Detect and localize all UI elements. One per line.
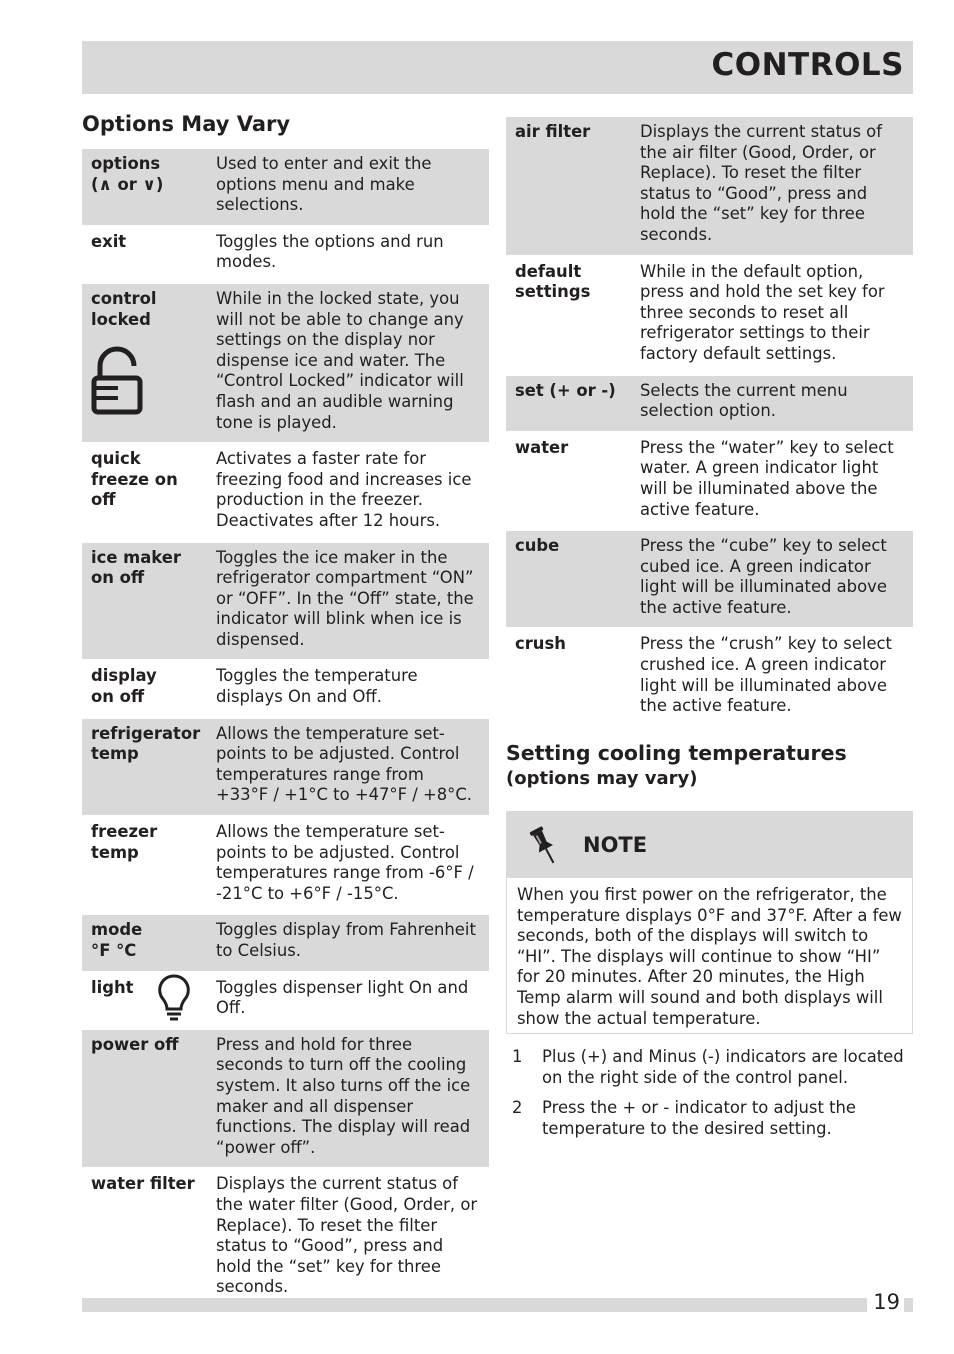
option-term: control locked — [91, 288, 157, 329]
option-description: While in the default option, press and hold the set key for three seconds to reset all refrigerator settings to their factory default settings. — [640, 261, 885, 363]
table-row — [506, 531, 913, 627]
note-label: NOTE — [583, 833, 648, 857]
option-term-cell — [82, 227, 216, 282]
page-title: CONTROLS — [711, 47, 904, 83]
table-row — [506, 117, 913, 255]
table-row — [82, 284, 489, 442]
option-description: Press the “cube” key to select cubed ice. A green indicator light will be illuminated above the active feature. — [640, 531, 913, 627]
option-term: freezer temp — [91, 822, 158, 862]
option-term-cell — [506, 531, 640, 627]
option-description: While in the locked state, you will not be able to change any settings on the display nor dispense ice and water. The “Control Locked” indicator will flash and an audible warning tone is played. — [216, 284, 489, 442]
section-title-cooling: Setting cooling temperatures — [506, 741, 847, 765]
option-description: Selects the current menu selection option. — [640, 376, 913, 431]
option-term: air filter — [515, 122, 591, 141]
option-term: ice maker on off — [91, 547, 181, 588]
option-description: Toggles the options and run modes. — [216, 231, 444, 272]
option-term-cell — [506, 257, 640, 374]
options-table-continued — [506, 117, 913, 726]
option-term-cell — [82, 817, 216, 913]
table-row — [82, 543, 489, 660]
table-row — [506, 376, 913, 431]
option-term: light — [91, 977, 134, 997]
options-table — [82, 149, 489, 1307]
option-term: power off — [91, 1034, 179, 1054]
option-term: options (∧ or ∨) — [91, 154, 164, 194]
table-row — [82, 661, 489, 716]
option-term: display on off — [91, 666, 157, 707]
option-description: Toggles the temperature displays On and Off. — [216, 666, 418, 707]
steps-list — [512, 1047, 912, 1149]
option-description: Toggles dispenser light On and Off. — [216, 977, 469, 1018]
option-term-cell — [82, 543, 216, 660]
header-bar — [82, 41, 913, 94]
option-description: Allows the temperature set-points to be adjusted. Control temperatures range from -6°F / -21°C to +6°F / -15°C. — [216, 822, 474, 903]
step-number: 1 — [512, 1047, 523, 1066]
option-description: Displays the current status of the air filter (Good, Order, or Replace). To reset the filter status to “Good”, press and hold the “set” key for three seconds. — [640, 117, 913, 255]
option-term: water — [515, 437, 569, 457]
option-term-cell — [82, 1169, 216, 1307]
option-term: crush — [515, 634, 566, 654]
option-term: default settings — [515, 261, 591, 302]
option-term: cube — [515, 536, 560, 556]
note-text: When you first power on the refrigerator, the temperature displays 0°F and 37°F. After a few seconds, both of the displays will switch to “HI”. The displays will continue to show “HI” for 20 minutes. After 20 minutes, the High Temp alarm will sound and both displays will show the actual temperature. — [517, 885, 902, 1028]
lock-icon — [91, 346, 143, 416]
option-term: set (+ or -) — [515, 380, 616, 400]
table-row — [82, 444, 489, 540]
option-term-cell — [82, 661, 216, 716]
option-term-cell — [506, 376, 640, 431]
option-description: Toggles the ice maker in the refrigerator compartment “ON” or “OFF”. In the “Off” state, the indicator will blink when ice is dispensed. — [216, 543, 489, 660]
option-term-cell — [506, 117, 640, 255]
table-row — [82, 149, 489, 225]
option-description: Press and hold for three seconds to turn off the cooling system. It also turns off the ice maker and all dispenser functions. The display will read “power off”. — [216, 1030, 489, 1168]
table-row — [506, 629, 913, 725]
option-term-cell — [506, 629, 640, 725]
option-description: Activates a faster rate for freezing food and increases ice production in the freezer. Deactivates after 12 hours. — [216, 449, 472, 530]
option-term: quick freeze on off — [91, 449, 178, 510]
option-term: exit — [91, 231, 127, 251]
table-row — [82, 1169, 489, 1307]
list-item — [512, 1047, 912, 1088]
table-row — [82, 1030, 489, 1168]
option-term: water filter — [91, 1174, 195, 1194]
footer-bar — [82, 1298, 913, 1312]
page-number: 19 — [867, 1290, 904, 1314]
section-subtitle-cooling: (options may vary) — [506, 768, 698, 789]
option-term-cell — [82, 973, 216, 1028]
option-term-cell — [82, 719, 216, 815]
option-description: Allows the temperature set-points to be adjusted. Control temperatures range from +33°F / +1°C to +47°F / +8°C. — [216, 719, 489, 815]
option-description: Press the “water” key to select water. A green indicator light will be illuminated above the active feature. — [640, 437, 894, 519]
table-row — [82, 817, 489, 913]
note-header — [507, 812, 912, 878]
table-row — [82, 227, 489, 282]
step-text: Press the + or - indicator to adjust the temperature to the desired setting. — [542, 1098, 856, 1138]
option-description: Toggles display from Fahrenheit to Celsius. — [216, 915, 489, 970]
light-bulb-icon — [156, 973, 192, 1021]
table-row — [506, 433, 913, 529]
option-term-cell — [506, 433, 640, 529]
option-term-cell — [82, 284, 216, 442]
step-text: Plus (+) and Minus (-) indicators are located on the right side of the control panel. — [542, 1047, 904, 1087]
table-row — [82, 719, 489, 815]
option-term-cell — [82, 444, 216, 540]
option-description: Displays the current status of the water filter (Good, Order, or Replace). To reset the filter status to “Good”, press and hold the “set” key for three seconds. — [216, 1174, 478, 1297]
step-number: 2 — [512, 1098, 523, 1118]
note-box — [506, 811, 913, 1034]
option-term: refrigerator temp — [91, 723, 201, 764]
table-row — [82, 915, 489, 970]
option-term: mode °F °C — [91, 920, 143, 960]
list-item — [512, 1098, 912, 1139]
section-title-options: Options May Vary — [82, 112, 291, 136]
table-row — [82, 973, 489, 1028]
pushpin-icon — [529, 825, 561, 869]
option-term-cell — [82, 149, 216, 225]
option-term-cell — [82, 915, 216, 970]
option-description: Press the “crush” key to select crushed ice. A green indicator light will be illuminated above the active feature. — [640, 634, 892, 716]
table-row — [506, 257, 913, 374]
option-term-cell — [82, 1030, 216, 1168]
option-description: Used to enter and exit the options menu and make selections. — [216, 149, 489, 225]
